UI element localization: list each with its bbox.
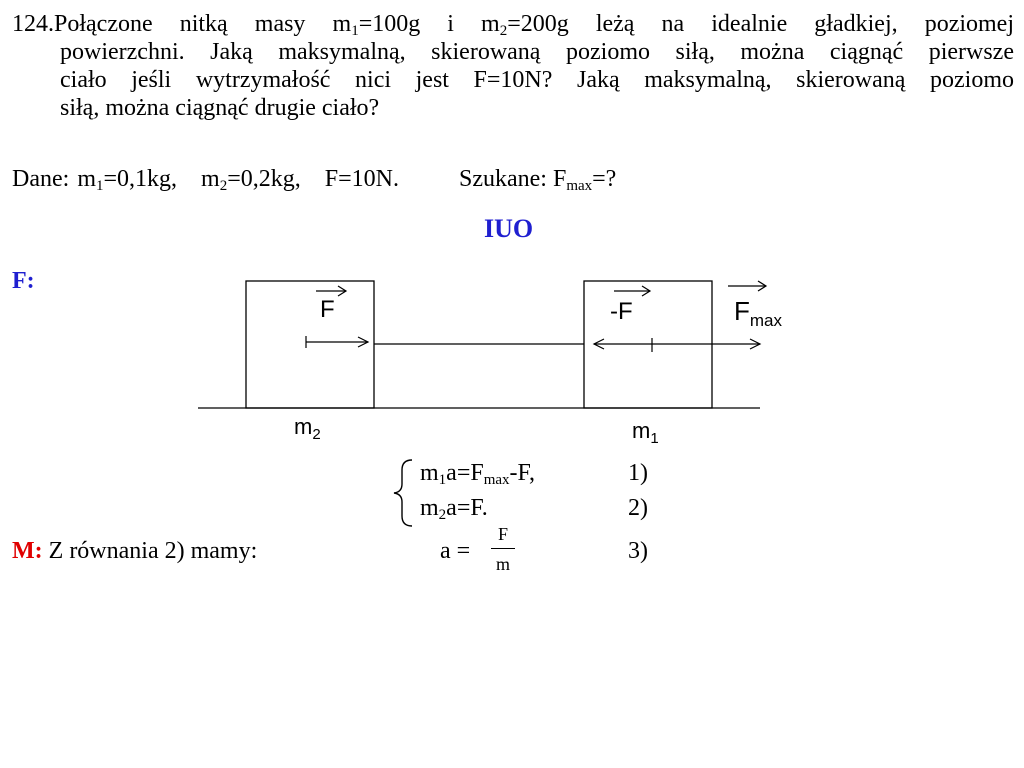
eq2-m: m [420, 495, 439, 521]
equation-2-number: 2) [628, 495, 648, 521]
force-fmax-arrow [652, 339, 760, 349]
block-m2 [246, 281, 374, 408]
section-m-label: M: [12, 538, 43, 564]
equation-3-number: 3) [628, 538, 648, 564]
vector-f-overline-icon [316, 286, 346, 296]
eq1-body: a=F [446, 460, 484, 486]
find-sub: max [566, 178, 593, 194]
vector-fmax-overline-icon [728, 281, 766, 291]
problem-line-1-sub-1: 1 [351, 23, 359, 38]
force-minus-f-arrow [594, 338, 652, 352]
problem-line-1-part-b: =100g i m [358, 11, 500, 37]
eq2-body: a=F. [446, 495, 488, 521]
equation-2 [420, 495, 488, 522]
section-f-label: F: [12, 268, 35, 294]
system-brace-icon [390, 458, 418, 528]
label-m1-sub: 1 [650, 430, 659, 447]
given-m1-symbol: m [77, 166, 96, 192]
problem-line-4: siłą, można ciągnąć drugie ciało? [60, 95, 380, 121]
label-m2-sub: 2 [312, 426, 321, 443]
label-m1-symbol: m [632, 418, 651, 443]
section-m-text: Z równania 2) mamy: [48, 538, 258, 564]
eq1-sub1: 1 [438, 472, 447, 488]
given-label: Dane: [12, 166, 70, 192]
vector-minus-f-overline-icon [614, 286, 650, 296]
label-fmax [734, 296, 783, 330]
label-fmax-sub: max [749, 311, 783, 330]
label-m2-symbol: m [294, 414, 313, 439]
given-m2-sub: 2 [219, 178, 228, 194]
label-m2 [294, 414, 321, 443]
problem-line-1-sub-2: 2 [499, 23, 508, 38]
find-label: Szukane: [458, 166, 547, 192]
eq1-m: m [420, 460, 439, 486]
problem-line-1-part-a: Połączone nitką masy m [54, 11, 352, 37]
equation-3-numerator: F [497, 524, 508, 544]
eq2-sub1: 2 [438, 507, 447, 523]
force-f-arrow [306, 336, 368, 348]
label-f-right: -F [610, 298, 633, 325]
given-m1-sub: 1 [95, 178, 104, 194]
find-value: =? [592, 166, 617, 192]
given-m2-symbol: m [201, 166, 220, 192]
label-fmax-symbol: F [734, 296, 750, 326]
problem-line-2: powierzchni. Jaką maksymalną, skierowaną poziomo siłą, można ciągnąć pierwsze [60, 39, 1014, 65]
find-symbol: F [552, 166, 567, 192]
given-m2-value: =0,2kg, [227, 166, 301, 192]
label-m1 [632, 418, 659, 447]
label-f-left: F [320, 296, 335, 323]
section-m [12, 538, 257, 565]
problem-line-3: ciało jeśli wytrzymałość nici jest F=10N? Jaką maksymalną, skierowaną poziomo [60, 67, 1014, 93]
equation-3-lhs: a = [440, 538, 471, 564]
given-force: F=10N. [324, 166, 399, 192]
eq1-sub2: max [483, 472, 510, 488]
eq1-tail: -F, [509, 460, 535, 486]
problem-number: 124. [12, 11, 54, 37]
equation-1 [420, 460, 535, 487]
fraction-bar [491, 548, 515, 549]
equation-3-denominator: m [495, 554, 510, 574]
problem-line-1-part-c: =200g leżą na idealnie gładkiej, poziomej [507, 11, 1014, 37]
given-m1-value: =0,1kg, [103, 166, 178, 192]
heading-iuo: IUO [484, 214, 534, 243]
equation-1-number: 1) [628, 460, 648, 486]
